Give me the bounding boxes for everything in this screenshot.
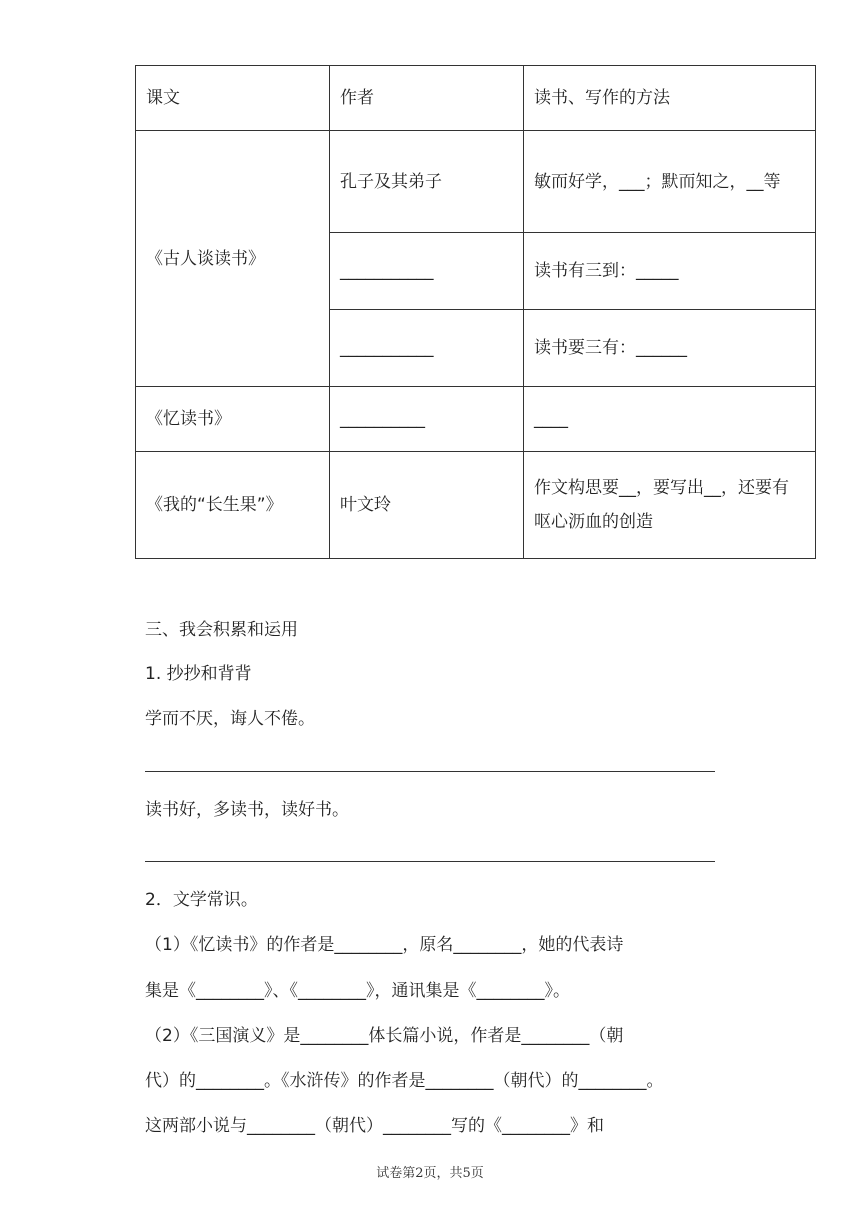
author-cell: 孔子及其弟子 xyxy=(330,131,524,233)
text-title-cell: 《忆读书》 xyxy=(136,387,330,452)
author-cell: 叶文玲 xyxy=(330,452,524,559)
author-cell: __________ xyxy=(330,387,524,452)
writing-line-2[interactable] xyxy=(145,861,715,862)
author-cell: ___________ xyxy=(330,233,524,310)
author-cell: ___________ xyxy=(330,310,524,387)
method-cell: 读书有三到：_____ xyxy=(524,233,816,310)
q1-copy-line-1: 学而不厌，诲人不倦。 xyxy=(145,709,315,729)
method-cell: 敏而好学，___；默而知之，__等 xyxy=(524,131,816,233)
header-text: 课文 xyxy=(136,66,330,131)
table-row xyxy=(136,131,816,233)
q2-part1-line1: （1）《忆读书》的作者是________，原名________，她的代表诗 xyxy=(145,935,624,955)
section-title: 三、我会积累和运用 xyxy=(145,620,298,640)
table-row xyxy=(136,452,816,559)
page-footer: 试卷第2页，共5页 xyxy=(376,1166,484,1181)
q2-part2-line1: （2）《三国演义》是________体长篇小说，作者是________（朝 xyxy=(145,1026,624,1046)
q2-part2-line3: 这两部小说与________（朝代）________写的《________》和 xyxy=(145,1116,604,1136)
method-cell: 作文构思要__，要写出__，还要有呕心沥血的创造 xyxy=(524,452,816,559)
header-method: 读书、写作的方法 xyxy=(524,66,816,131)
table-row xyxy=(136,387,816,452)
header-author: 作者 xyxy=(330,66,524,131)
q1-copy-line-2: 读书好，多读书，读好书。 xyxy=(145,800,349,820)
text-title-cell: 《古人谈读书》 xyxy=(136,131,330,387)
writing-line-1[interactable] xyxy=(145,771,715,772)
q2-part1-line2: 集是《________》、《________》，通讯集是《________》。 xyxy=(145,981,570,1001)
q2-part2-line2: 代）的________。《水浒传》的作者是________（朝代）的________。 xyxy=(145,1071,664,1091)
table-header-row xyxy=(136,66,816,131)
question-1-title: 1. 抄抄和背背 xyxy=(145,664,252,684)
reading-methods-table xyxy=(135,65,816,559)
text-title-cell: 《我的“长生果”》 xyxy=(136,452,330,559)
method-cell: 读书要三有：______ xyxy=(524,310,816,387)
question-2-title: 2．文学常识。 xyxy=(145,890,258,910)
method-cell: ____ xyxy=(524,387,816,452)
